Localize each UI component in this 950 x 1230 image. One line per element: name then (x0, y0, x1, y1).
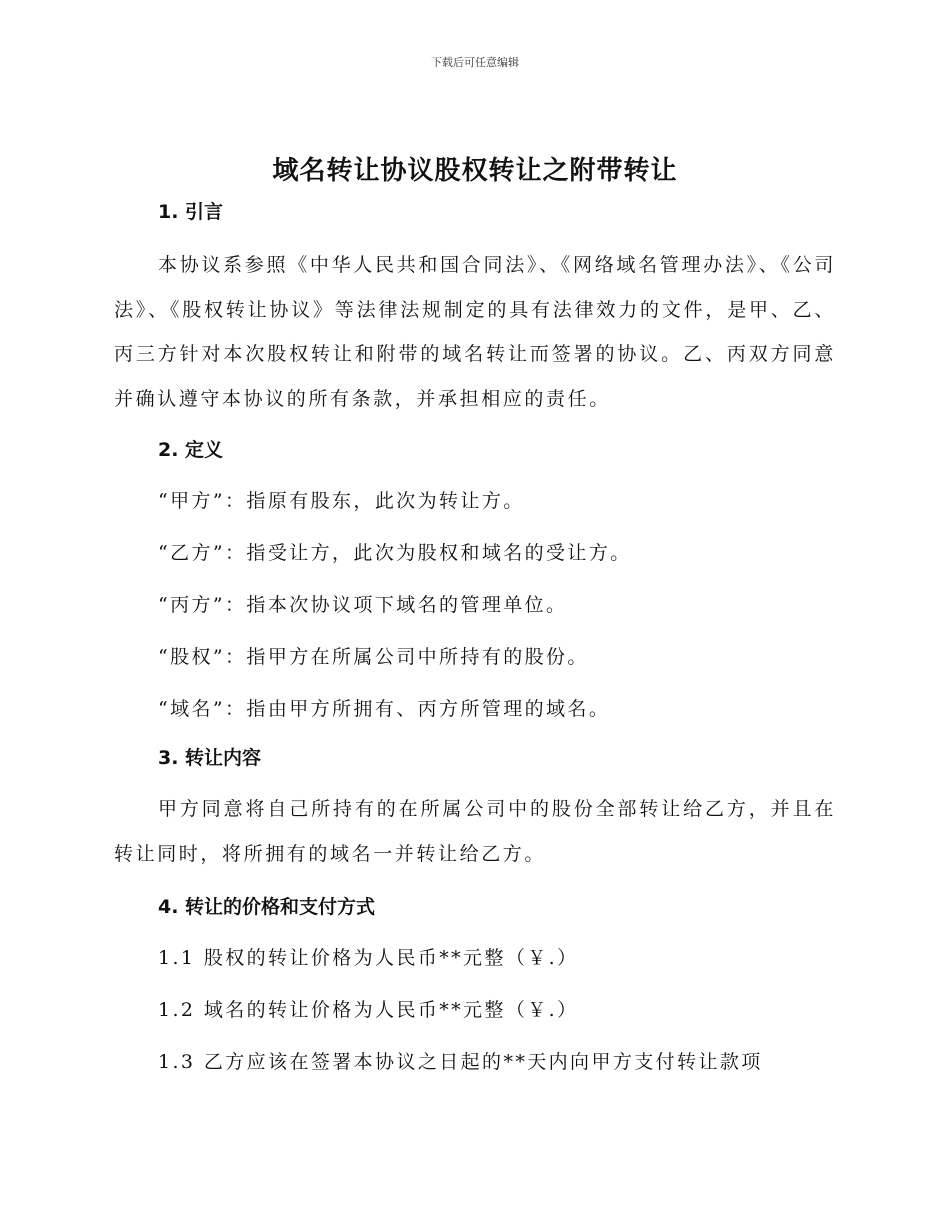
section-heading-content: 3. 转让内容 (158, 747, 262, 769)
page-header-note: 下载后可任意编辑 (431, 56, 519, 69)
section-heading-price: 4. 转让的价格和支付方式 (158, 896, 376, 918)
document-title: 域名转让协议股权转让之附带转让 (272, 156, 678, 186)
price-item: 1.1 股权的转让价格为人民币**元整（￥.） (158, 947, 579, 969)
definition-item: “甲方”：指原有股东，此次为转让方。 (158, 490, 525, 512)
definition-item: “乙方”：指受让方，此次为股权和域名的受让方。 (158, 542, 632, 564)
content-paragraph: 甲方同意将自己所持有的在所属公司中的股份全部转让给乙方，并且在转让同时，将所拥有的域名一并转让给乙方。 (114, 798, 836, 865)
definitions-list (114, 475, 836, 735)
price-item: 1.2 域名的转让价格为人民币**元整（￥.） (158, 999, 579, 1021)
intro-paragraph: 本协议系参照《中华人民共和国合同法》、《网络域名管理办法》、《公司法》、《股权转让协议》等法律法规制定的具有法律效力的文件，是甲、乙、丙三方针对本次股权转让和附带的域名转让而签署的协议。乙、丙双方同意并确认遵守本协议的所有条款，并承担相应的责任。 (114, 254, 836, 410)
price-list (114, 932, 836, 1088)
definition-item: “域名”：指由甲方所拥有、丙方所管理的域名。 (158, 698, 611, 720)
definition-item: “丙方”：指本次协议项下域名的管理单位。 (158, 594, 568, 616)
document-body (114, 195, 836, 1088)
section-heading-intro: 1. 引言 (158, 201, 224, 223)
definition-item: “股权”：指甲方在所属公司中所持有的股份。 (158, 646, 589, 668)
price-item: 1.3 乙方应该在签署本协议之日起的**天内向甲方支付转让款项 (158, 1051, 763, 1073)
section-heading-definitions: 2. 定义 (158, 439, 224, 461)
